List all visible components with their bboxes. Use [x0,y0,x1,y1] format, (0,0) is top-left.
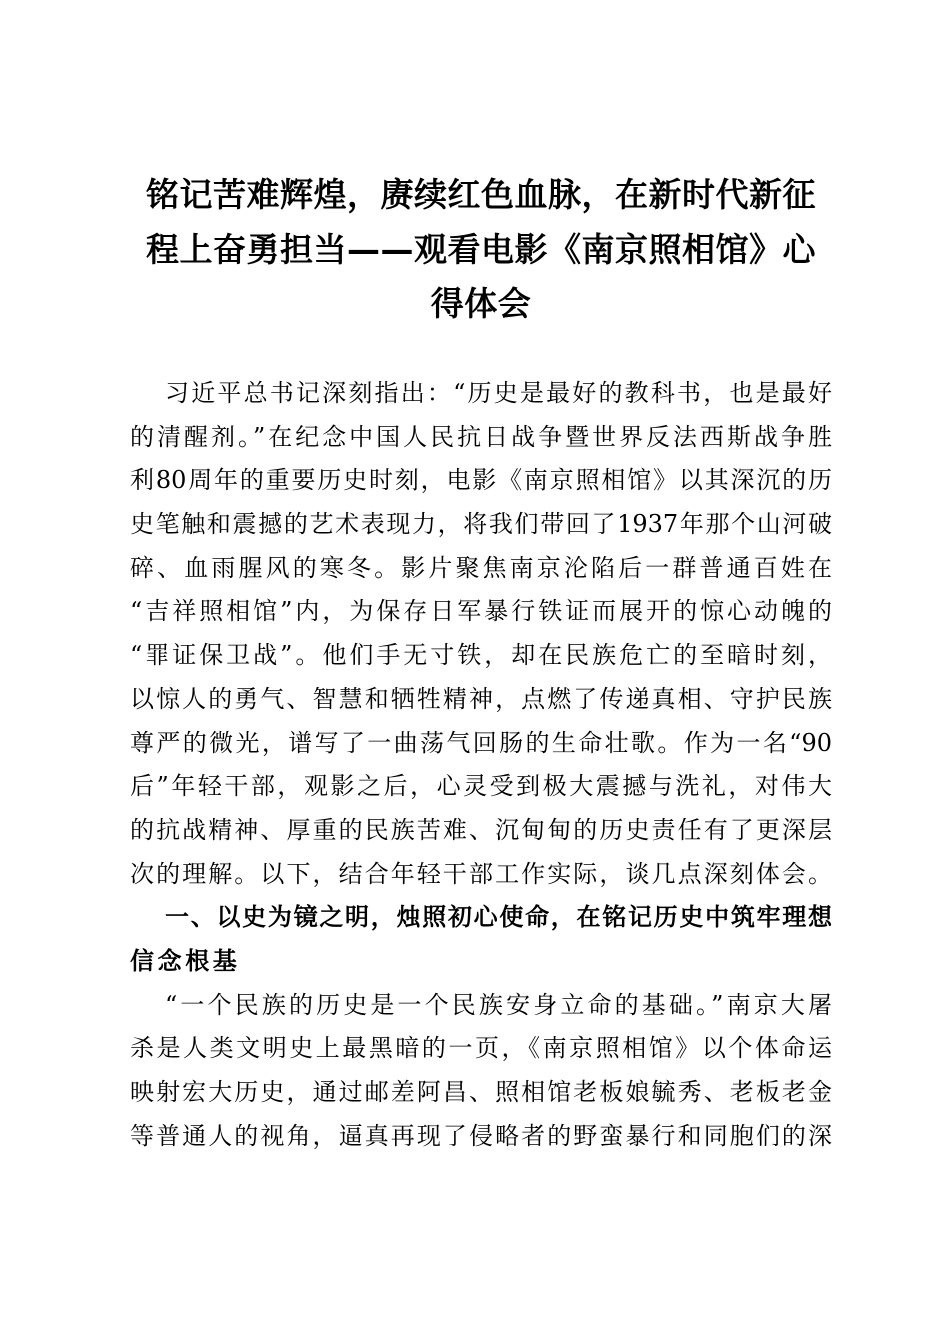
text-line: 利80周年的重要历史时刻，电影《南京照相馆》以其深沉的历 [130,466,832,495]
text-line: 后”年轻干部，观影之后，心灵受到极大震撼与洗礼，对伟大 [130,772,832,801]
text-line: 杀是人类文明史上最黑暗的一页，《南京照相馆》以个体命运 [130,1034,832,1063]
paragraph-section-1 [130,984,832,1159]
text-line: 等普通人的视角，逼真再现了侵略者的野蛮暴行和同胞们的深 [130,1121,832,1150]
title-line-1: 铭记苦难辉煌，赓续红色血脉，在新时代新征 [146,175,816,214]
text-line: “一个民族的历史是一个民族安身立命的基础。”南京大屠 [165,990,832,1019]
heading-line: 一、以史为镜之明，烛照初心使命，在铭记历史中筑牢理想 [165,903,832,932]
text-line: 的抗战精神、厚重的民族苦难、沉甸甸的历史责任有了更深层 [130,815,832,844]
heading-line: 信念根基 [130,946,241,975]
section-heading-1 [130,896,832,983]
title-line-2: 程上奋勇担当——观看电影《南京照相馆》心 [146,229,816,269]
text-line: 尊严的微光，谱写了一曲荡气回肠的生命壮歌。作为一名“90 [130,728,832,757]
text-line: 史笔触和震撼的艺术表现力，将我们带回了1937年那个山河破 [130,510,832,539]
paragraph-intro [130,372,832,896]
text-line: 映射宏大历史，通过邮差阿昌、照相馆老板娘毓秀、老板老金 [130,1078,832,1106]
text-line: 的清醒剂。”在纪念中国人民抗日战争暨世界反法西斯战争胜 [130,422,832,451]
document-body [130,372,832,1158]
document-title [130,168,832,332]
text-line: “吉祥照相馆”内，为保存日军暴行铁证而展开的惊心动魄的 [130,597,832,626]
text-line: 碎、血雨腥风的寒冬。影片聚焦南京沦陷后一群普通百姓在 [130,553,832,582]
text-line: “罪证保卫战”。他们手无寸铁，却在民族危亡的至暗时刻， [130,641,832,670]
text-line: 以惊人的勇气、智慧和牺牲精神，点燃了传递真相、守护民族 [130,684,832,713]
title-line-3: 得体会 [430,284,532,323]
text-line: 次的理解。以下，结合年轻干部工作实际，谈几点深刻体会。 [130,859,832,888]
text-line: 习近平总书记深刻指出：“历史是最好的教科书，也是最好 [165,379,832,407]
